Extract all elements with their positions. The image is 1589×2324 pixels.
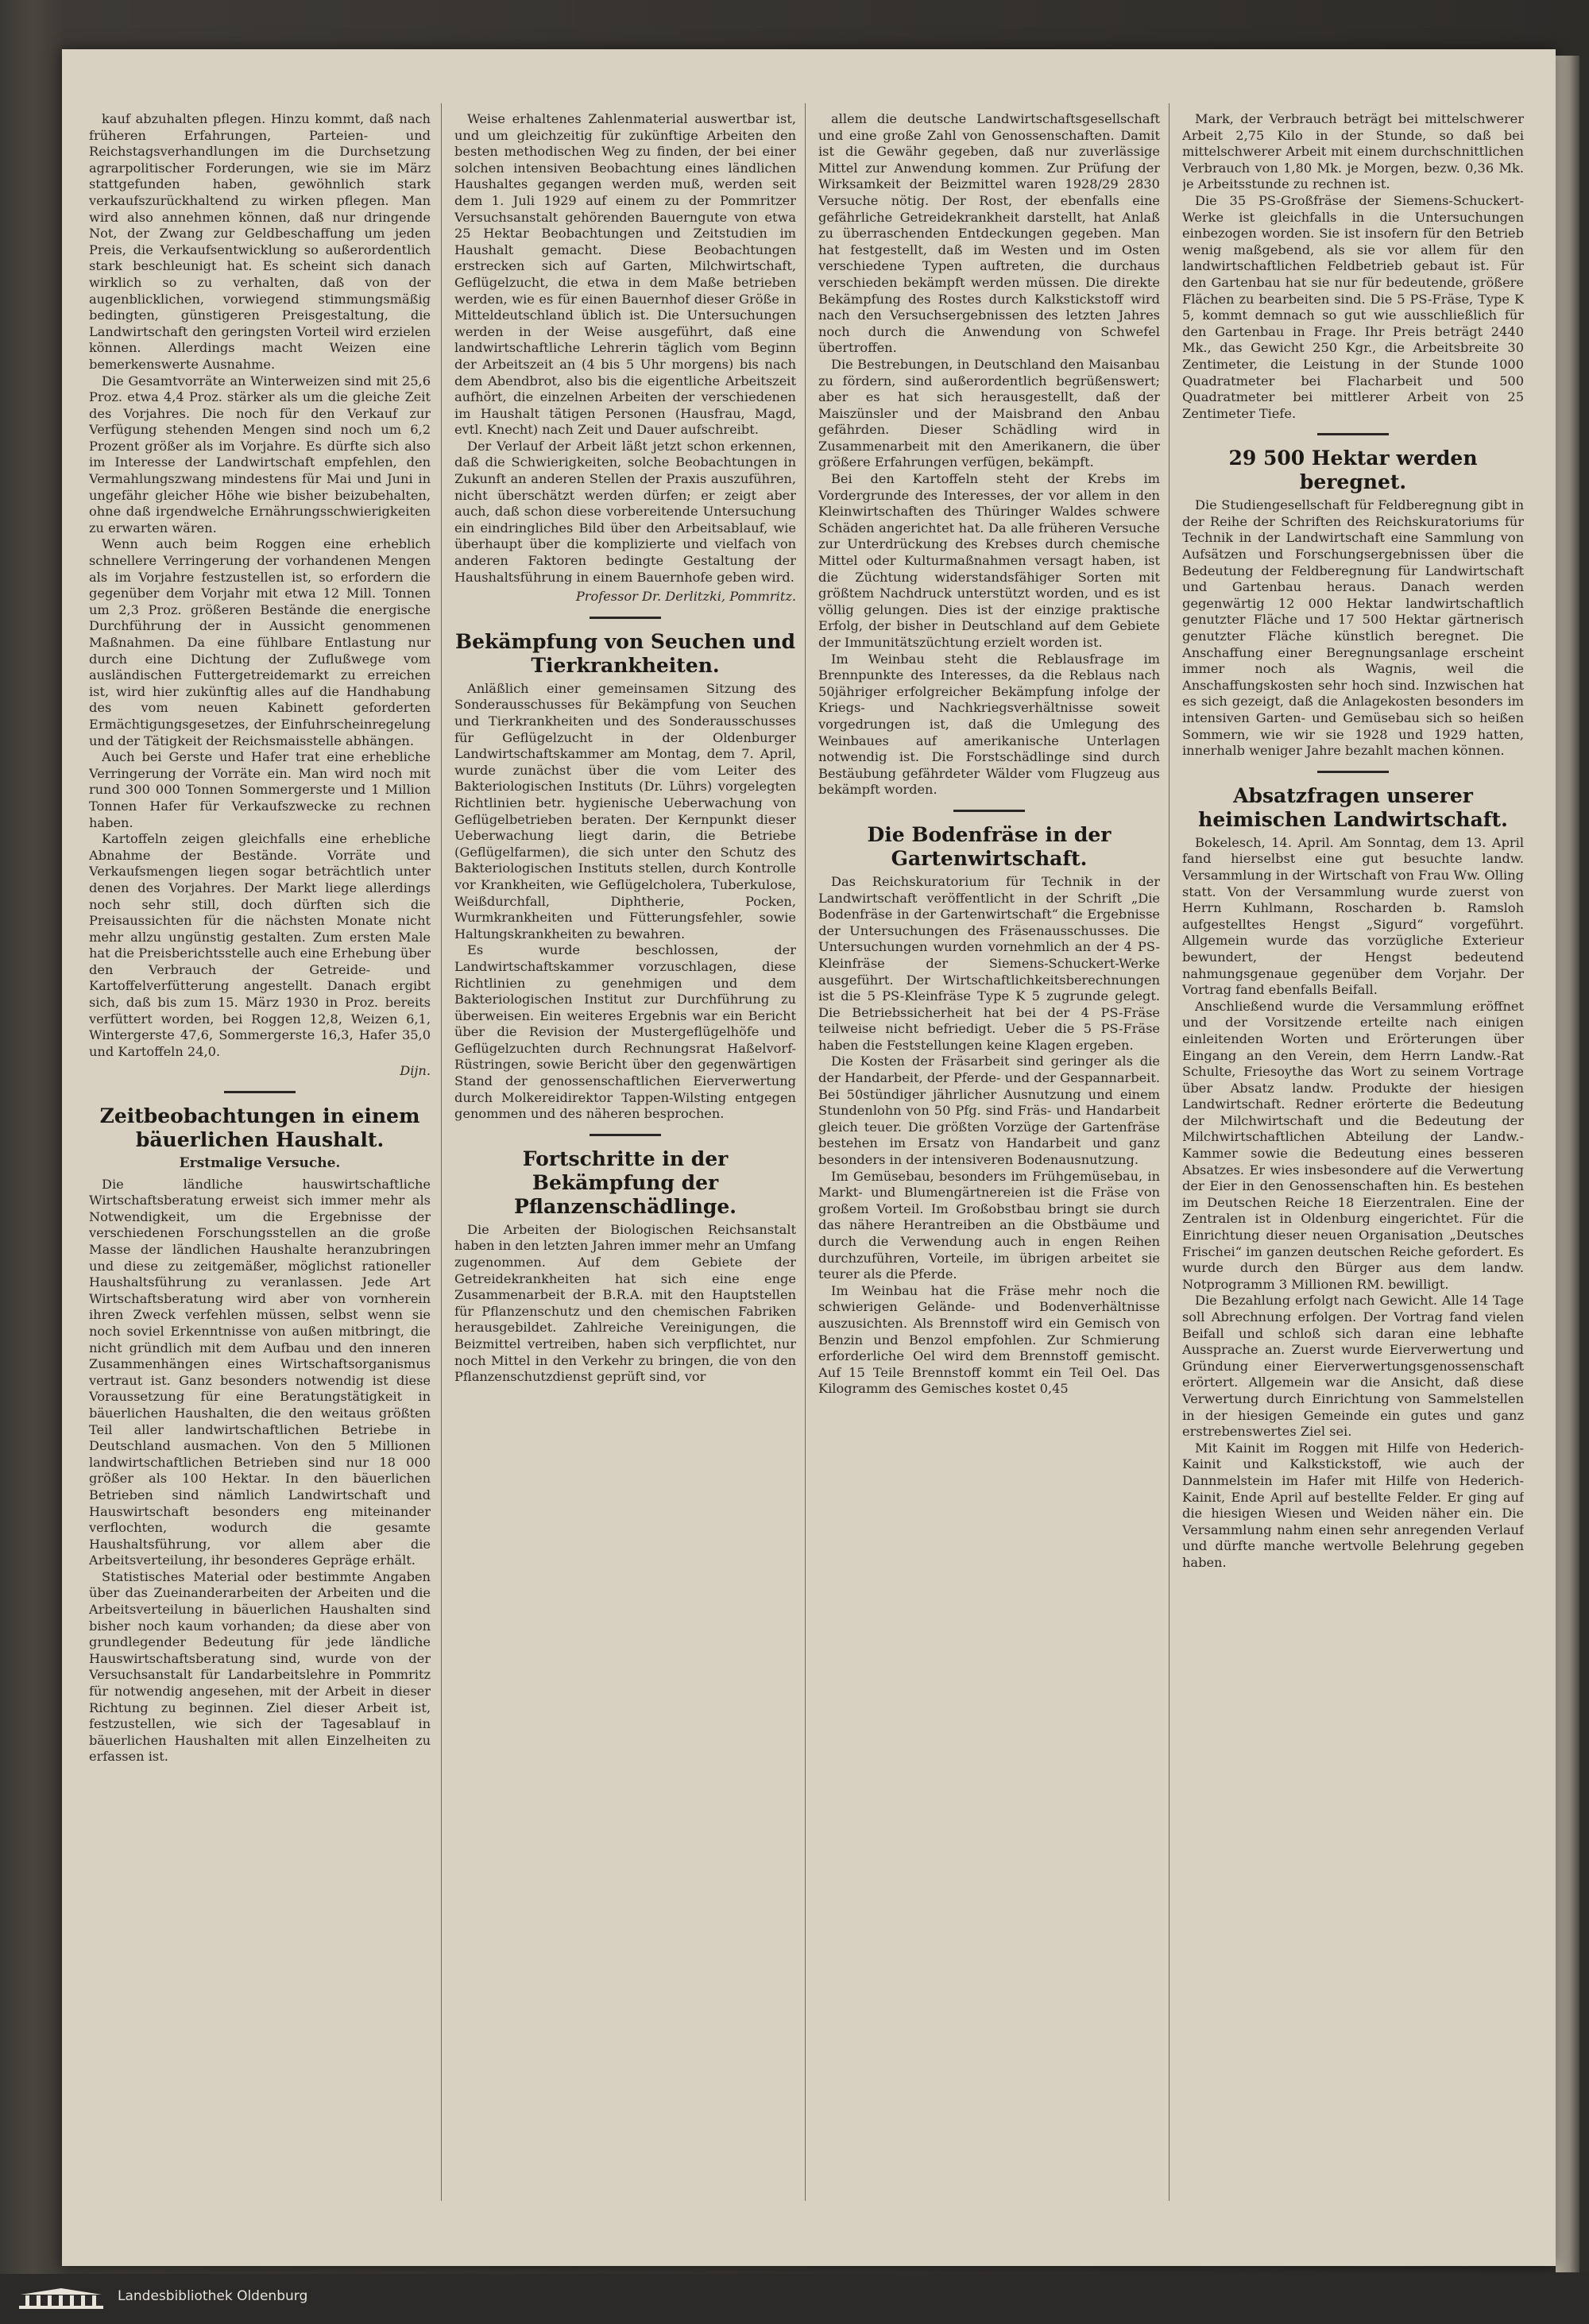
paragraph: Die 35 PS-Großfräse der Siemens-Schuckert-Werke ist gleichfalls in die Untersuchungen einbezogen worden. Sie ist insofern für den Betrieb wenig maßgebend, als sie vor allem für den landwirtschaftlichen Feldbetrieb gebaut ist. Für den Gartenbau hat sie nur für bedeutende, größere Flächen zu bearbeiten sind. Die 5 PS-Fräse, Type K 5, kommt demnach so gut wie ausschließlich für den Gartenbau in Frage. Ihr Preis beträgt 2440 Mk., das Gewicht 250 Kgr., die Arbeitsbreite 30 Zentimeter, die Leistung in der Stunde 1000 Quadratmeter bei Flacharbeit und 500 Quadratmeter bei mittlerer Arbeit von 25 Zentimeter Tiefe. <box>1182 192 1524 421</box>
paragraph: Der Verlauf der Arbeit läßt jetzt schon erkennen, daß die Schwierigkeiten, solche Beobachtungen in Zukunft an anderen Stellen der Praxis auszuführen, nicht überschätzt werden dürfen; er zeigt aber auch, daß schon diese vorbereitende Untersuchung ein eindringliches Bild über den Arbeitsablauf, wie überhaupt über die komplizierte und vielfach von anderen Faktoren bedingte Gestaltung der Haushaltsführung in einem Bauernhofe geben wird. <box>454 438 796 585</box>
article-headline: Bekämpfung von Seuchen und Tierkrankheiten. <box>454 629 795 677</box>
article-headline: Fortschritte in der Bekämpfung der Pflanzenschädlinge. <box>513 1147 737 1218</box>
paragraph: Wenn auch beim Roggen eine erheblich schnellere Verringerung der vorhandenen Mengen als im Vorjahre festzustellen ist, so erfordern die gegenüber dem Vorjahr mit etwa 12 Mill. Tonnen um 2,3 Proz. größeren Bestände die energische Durchführung der in Aussicht genommenen Maßnahmen. Da eine fühlbare Entlastung nur durch eine Dichtung der Zuflußwege vom ausländischen Futtergetreidemarkt zu erreichen ist, wird hier zukünftig alles auf die Handhabung des vom neuen Kabinett geforderten Ermächtigungsgesetzes, der Einfuhrscheinregelung und der Tätigkeit der Reichsmaisstelle abhängen. <box>89 536 431 748</box>
paragraph: Es wurde beschlossen, der Landwirtschaftskammer vorzuschlagen, diese Richtlinien zu genehmigen und dem Bakteriologischen Institut zur Durchführung zu überweisen. Ein weiteres Ergebnis war ein Bericht über die Revision der Mustergeflügelhöfe und Geflügelzuchten durch Rechnungsrat Haßelvorf-Rüstringen, sowie Bericht über den gegenwärtigen Stand der genossenschaftlichen Eierverwertung durch Molkereidirektor Tappen-Wilsting entgegen genommen und des näheren besprochen. <box>454 942 796 1122</box>
paragraph: Mark, der Verbrauch beträgt bei mittelschwerer Arbeit 2,75 Kilo in der Stunde, so daß bei mittelschwerer Arbeit mit einem durchschnittlichen Verbrauch von 1,80 Mk. je Morgen, bezw. 0,36 Mk. je Arbeitsstunde zu rechnen ist. <box>1182 111 1524 192</box>
separator <box>1317 433 1389 435</box>
paragraph: Die Bestrebungen, in Deutschland den Maisanbau zu fördern, sind außerordentlich begrüßenswert; aber es hat sich herausgestellt, daß der Maiszünsler und der Maisbrand den Anbau gefährden. Dieser Schädling wird in Zusammenarbeit mit den Amerikanern, die über größere Erfahrungen verfügen, bekämpft. <box>818 356 1160 470</box>
paragraph: allem die deutsche Landwirtschaftsgesellschaft und eine große Zahl von Genossenschaften. Damit ist die Gewähr gegeben, daß nur zuverlässige Mittel zur Anwendung kommen. Zur Prüfung der Wirksamkeit der Beizmittel waren 1928/29 2830 Versuche nötig. Der Rost, der ebenfalls eine gefährliche Getreidekrankheit darstellt, hat Anlaß zu überraschenden Entdeckungen gegeben. Man hat festgestellt, daß im Westen und im Osten verschiedene Typen auftreten, die durchaus verschieden bekämpft werden müssen. Die direkte Bekämpfung des Rostes durch Kalkstickstoff wird nach den Versuchsergebnissen des letzten Jahres noch durch die Anwendung von Schwefel übertroffen. <box>818 111 1160 356</box>
column-2 <box>454 111 796 2201</box>
paragraph: Anschließend wurde die Versammlung eröffnet und der Vorsitzende erteilte nach einigen einleitenden Worten und Erörterungen über Eingang an den Verein, dem Herrn Landw.-Rat Schulte, Friesoythe das Wort zu seinem Vortrage über Absatz landw. Produkte der hiesigen Landwirtschaft. Redner erörterte die Bedeutung der Milchwirtschaft und die Bedeutung der Milchwirtschaftlichen Abteilung der Landw.-Kammer sowie die Bedeutung eines besseren Absatzes. Er wies insbesondere auf die Verwertung der Eier in den Genossenschaften hin. Es bestehen im Deutschen Reiche 18 Eierzentralen. Eine der Zentralen ist in Oldenburg eingerichtet. Für die Einrichtung dieser neuen Organisation „Deutsches Frischei“ im ganzen deutschen Reiche gefordert. Es wurde durch den Bürger aus dem landw. Notprogramm 3 Millionen RM. bewilligt. <box>1182 998 1524 1292</box>
article-headline: 29 500 Hektar werden beregnet. <box>1228 447 1478 494</box>
column-4 <box>1182 111 1524 2201</box>
paragraph: Im Gemüsebau, besonders im Frühgemüsebau, in Markt- und Blumengärtnereien ist die Fräse von großem Vorteil. Im Großobstbau bringt sie durch das nähere Herantreiben an die Obstbäume und durch die Verwendung auch in engen Reihen durchzuführen, Vorteile, im übrigen arbeitet sie teurer als die Pferde. <box>818 1168 1160 1282</box>
paragraph: Weise erhaltenes Zahlenmaterial auswertbar ist, und um gleichzeitig für zukünftige Arbeiten den besten methodischen Weg zu finden, der bei einer solchen intensiven Beobachtung eines ländlichen Haushaltes gegangen werden muß, werden seit dem 1. Juli 1929 auf einem zu der Pommritzer Versuchsanstalt gehörenden Bauerngute von etwa 25 Hektar Beobachtungen und Zeitstudien im Haushalt gemacht. Diese Beobachtungen erstrecken sich auf Garten, Milchwirtschaft, Geflügelzucht, die etwa in dem Maße betrieben werden, wie es für einen Bauernhof dieser Größe in Mitteldeutschland üblich ist. Die Untersuchungen werden in der Weise ausgeführt, daß eine landwirtschaftliche Lehrerin täglich vom Beginn der Arbeitszeit an (4 bis 5 Uhr morgens) bis nach dem Abendbrot, also bis die eigentliche Arbeitszeit aufhört, die einzelnen Arbeiten der verschiedenen im Haushalt tätigen Personen (Hausfrau, Magd, evtl. Knecht) nach Zeit und Dauer aufschreibt. <box>454 111 796 438</box>
paragraph: Bei den Kartoffeln steht der Krebs im Vordergrunde des Interesses, der vor allem in den Kleinwirtschaften des Thüringer Waldes schwere Schäden angerichtet hat. Da alle früheren Versuche zur Unterdrückung des Krebses durch chemische Mittel oder Kulturmaßnahmen versagt haben, ist die Züchtung widerstandsfähiger Sorten mit größtem Nachdruck unterstützt worden, und es ist völlig gelungen. Dies ist der einzige praktische Erfolg, der bisher in Deutschland auf dem Gebiete der Immunitätszüchtung erzielt worden ist. <box>818 471 1160 650</box>
separator <box>590 1134 661 1136</box>
paragraph: Die Gesamtvorräte an Winterweizen sind mit 25,6 Proz. etwa 4,4 Proz. stärker als um die gleiche Zeit des Vorjahres. Die noch für den Verkauf zur Verfügung stehenden Mengen sind noch um 6,2 Prozent größer als im Vorjahre. Es dürfte sich also im Interesse der Landwirtschaft empfehlen, den Vermahlungszwang mindestens für Mai und Juni in ungefähr gleicher Höhe wie bisher beizubehalten, ohne daß irgendwelche Ernährungsschwierigkeiten zu erwarten wären. <box>89 373 431 536</box>
column-1 <box>89 111 431 2201</box>
paragraph: Im Weinbau hat die Fräse mehr noch die schwierigen Gelände- und Bodenverhältnisse auszusichten. Als Brennstoff wird ein Gemisch von Benzin und Benzol empfohlen. Zur Schmierung erforderliche Oel wird dem Brennstoff gemischt. Auf 15 Teile Brennstoff kommt ein Teil Oel. Das Kilogramm des Gemisches kostet 0,45 <box>818 1282 1160 1397</box>
separator <box>224 1091 296 1093</box>
paragraph: Die Studiengesellschaft für Feldberegnung gibt in der Reihe der Schriften des Reichskuratoriums für Technik in der Landwirtschaft eine Sammlung von Aufsätzen und Forschungsergebnissen über die Bedeutung der Feldberegnung für Landwirtschaft und Gartenbau heraus. Danach werden gegenwärtig 12 000 Hektar landwirtschaftlich genutzter Fläche und 17 500 Hektar gärtnerisch genutzter Fläche künstlich beregnet. Die Anschaffung einer Beregnungsanlage erscheint immer noch als Wagnis, weil die Anschaffungskosten sehr hoch sind. Inzwischen hat es sich gezeigt, daß die Anlagekosten besonders im intensiven Garten- und Gemüsebau sich so heißen Sommern, wie wir sie 1928 und 1929 hatten, innerhalb weniger Jahre bezahlt machen können. <box>1182 497 1524 759</box>
column-rule <box>441 103 442 2201</box>
separator <box>1317 771 1389 773</box>
column-rule <box>805 103 806 2201</box>
signature: Professor Dr. Derlitzki, Pommritz. <box>575 589 796 605</box>
paragraph: Die ländliche hauswirtschaftliche Wirtschaftsberatung erweist sich immer mehr als Notwendigkeit, um die Ergebnisse der verschiedenen Forschungsstellen an die große Masse der ländlichen Haushalte heranzubringen und diese zu zeitgemäßer, möglichst rationeller Haushaltsführung zu veranlassen. Jede Art Wirtschaftsberatung wird aber von vornherein ihren Zweck verfehlen müssen, selbst wenn sie noch soviel Erkenntnisse von außen mitbringt, die nicht gründlich mit dem Aufbau und den inneren Zusammenhängen eines Wirtschaftsorganismus vertraut ist. Ganz besonders notwendig ist diese Voraussetzung für eine Beratungstätigkeit in bäuerlichen Haushalten, die den weitaus größten Teil aller landwirtschaftlichen Betriebe in Deutschland ausmachen. Von den 5 Millionen landwirtschaftlichen Betrieben sind nur 18 000 größer als 100 Hektar. In den bäuerlichen Betrieben sind nämlich Landwirtschaft und Hauswirtschaft besonders eng miteinander verflochten, wodurch die gesamte Haushaltsführung, vor allem aber die Arbeitsverteilung, ihr besonderes Gepräge erhält. <box>89 1176 431 1568</box>
paragraph: Die Arbeiten der Biologischen Reichsanstalt haben in den letzten Jahren immer mehr an Umfang zugenommen. Auf dem Gebiete der Getreidekrankheiten hat sich eine enge Zusammenarbeit der B.R.A. mit den Hauptstellen für Pflanzenschutz und den chemischen Fabriken herausgebildet. Zahlreiche Vereinigungen, die Beizmittel vertreiben, haben sich verpflichtet, nur noch Mittel in den Verkehr zu bringen, die von den Pflanzenschutzdienst geprüft sind, vor <box>454 1221 796 1385</box>
separator <box>590 617 661 619</box>
article-headline: Die Bodenfräse in der Gartenwirtschaft. <box>867 822 1112 870</box>
paragraph: Kartoffeln zeigen gleichfalls eine erhebliche Abnahme der Bestände. Vorräte und Verkaufsmengen liegen sogar beträchtlich unter denen des Vorjahres. Der Markt liege allerdings noch sehr still, doch dürften sich die Preisaussichten für die nächsten Monate nicht mehr allzu ungünstig gestalten. Zum ersten Male hat die Preisberichtsstelle auch eine Erhebung über den Verbrauch der Getreide- und Kartoffelverfütterung angestellt. Danach ergibt sich, daß bis zum 15. März 1930 in Proz. bereits verfüttert worden, bei Roggen 12,8, Weizen 6,1, Wintergerste 47,6, Sommergerste 16,3, Hafer 35,0 und Kartoffeln 24,0. <box>89 831 431 1059</box>
separator <box>953 810 1025 812</box>
paragraph: Im Weinbau steht die Reblausfrage im Brennpunkte des Interesses, da die Reblaus nach 50jähriger erfolgreicher Bekämpfung infolge der Kriegs- und Nachkriegsverhältnisse soweit vorgedrungen ist, daß die Umlegung des Weinbaues auf amerikanische Unterlagen notwendig ist. Die Forstschädlinge sind durch Bestäubung gefährdeter Wälder vom Flugzeug aus bekämpft worden. <box>818 651 1160 798</box>
paragraph: Statistisches Material oder bestimmte Angaben über das Zueinanderarbeiten der Arbeiten und die Arbeitsverteilung in bäuerlichen Haushalten sind bisher noch kaum vorhanden; da diese aber von grundlegender Bedeutung für jede ländliche Hauswirtschaftsberatung sind, wurde von der Versuchsanstalt für Landarbeitslehre in Pommritz für notwendig angesehen, mit der Arbeit in dieser Richtung zu beginnen. Ziel dieser Arbeit ist, festzustellen, wie sich der Tagesablauf in bäuerlichen Haushalten mit allen Einzelheiten zu erfassen ist. <box>89 1568 431 1765</box>
paragraph: Die Kosten der Fräsarbeit sind geringer als die der Handarbeit, der Pferde- und der Gespannarbeit. Bei 50stündiger jährlicher Ausnutzung und einem Stundenlohn von 50 Pfg. sind Fräs- und Handarbeit gleich teuer. Die größten Vorzüge der Gartenfräse bestehen im Ersatz von Handarbeit und ganz besonders in der intensiveren Bodenausnutzung. <box>818 1054 1160 1168</box>
paragraph: Die Bezahlung erfolgt nach Gewicht. Alle 14 Tage soll Abrechnung erfolgen. Der Vortrag fand vielen Beifall und schloß sich daran eine lebhafte Aussprache an. Zuerst wurde Eierverwertung und Gründung einer Eierverwertungsgenossenschaft erörtert. Allgemein war die Ansicht, daß diese Verwertung durch Einrichtung von Sammelstellen in der hiesigen Gemeinde ein gutes und ganz erstrebenswertes Ziel sei. <box>1182 1293 1524 1440</box>
paragraph: Anläßlich einer gemeinsamen Sitzung des Sonderausschusses für Bekämpfung von Seuchen und Tierkrankheiten und des Sonderausschusses für Geflügelzucht in der Oldenburger Landwirtschaftskammer am Montag, dem 7. April, wurde zunächst über die vom Leiter des Bakteriologischen Instituts (Dr. Lührs) vorgelegten Richtlinien betr. hygienische Ueberwachung von Geflügelbetrieben beraten. Der Kernpunkt dieser Ueberwachung liegt darin, die Betriebe (Geflügelfarmen), die sich unter den Schutz des Bakteriologischen Instituts stellen, durch Kontrolle vor Krankheiten, wie Geflügelcholera, Tuberkulose, Weißdurchfall, Diphtherie, Pocken, Wurmkrankheiten und Fütterungsfehler, sowie Haltungskrankheiten zu bewahren. <box>454 680 796 942</box>
paragraph: Bokelesch, 14. April. Am Sonntag, dem 13. April fand hierselbst eine gut besuchte landw. Versammlung in der Wirtschaft von Frau Ww. Olling statt. Von der Versammlung wurde zuerst von Herrn Kuhlmann, Roscharden b. Ramsloh aufgestelltes Hengst „Sigurd“ vorgeführt. Allgemein wurde das vorzügliche Exterieur bewundert, der Hengst bedeutend nahmungsgenaue gegenüber dem Vorjahr. Der Vortrag fand ebenfalls Beifall. <box>1182 834 1524 998</box>
signature: Dijn. <box>400 1063 431 1079</box>
article-headline: Absatzfragen unserer heimischen Landwirtschaft. <box>1198 783 1508 831</box>
paragraph: Das Reichskuratorium für Technik in der Landwirtschaft veröffentlicht in der Schrift „Die Bodenfräse in der Gartenwirtschaft“ die Ergebnisse der Untersuchungen des Fräsenausschusses. Die Untersuchungen wurden vornehmlich an der 4 PS-Kleinfräse der Siemens-Schuckert-Werke ausgeführt. Der Wirtschaftlichkeitsberechnungen ist die 5 PS-Kleinfräse Type K 5 zugrunde gelegt. Die Betriebssicherheit hat bei der 4 PS-Fräse teilweise nicht befriedigt. Ueber die 5 PS-Fräse haben die Feststellungen keine Klagen ergeben. <box>818 873 1160 1053</box>
page-edge <box>1556 56 1579 2272</box>
column-3 <box>818 111 1160 2201</box>
paragraph: Auch bei Gerste und Hafer trat eine erhebliche Verringerung der Vorräte ein. Man wird noch mit rund 300 000 Tonnen Sommergerste und 1 Million Tonnen Hafer für Verkaufszwecke zu rechnen haben. <box>89 749 431 830</box>
paragraph: Mit Kainit im Roggen mit Hilfe von Hederich-Kainit und Kalkstickstoff, wie auch der Dannmelstein im Hafer mit Hilfe von Hederich-Kainit, Ende April auf bestellte Felder. Er ging auf die hiesigen Wiesen und Weiden näher ein. Die Versammlung nahm einen sehr anregenden Verlauf und dürfte manche wertvolle Belehrung gegeben haben. <box>1182 1440 1524 1570</box>
library-logo-icon <box>17 2287 105 2310</box>
column-rule <box>1169 103 1170 2201</box>
article-headline: Zeitbeobachtungen in einem bäuerlichen Haushalt. <box>99 1104 420 1152</box>
article-subheadline: Erstmalige Versuche. <box>179 1155 341 1172</box>
library-name: Landesbibliothek Oldenburg <box>118 2288 308 2304</box>
paragraph: kauf abzuhalten pflegen. Hinzu kommt, daß nach früheren Erfahrungen, Parteien- und Reichstagsverhandlungen im die Durchsetzung agrarpolitischer Forderungen, wie sie im März stattgefunden haben, gewöhnlich stark verkaufszurückhaltend zu wirken pflegen. Man wird also annehmen können, daß nur dringende Not, der Zwang zur Geldbeschaffung um jeden Preis, die Verkaufsentwicklung so außerordentlich stark beschleunigt hat. Es scheint sich danach wirklich so zu verhalten, daß von der augenblicklichen, vorwiegend stimmungsmäßig bedingten, günstigeren Preisgestaltung, die Landwirtschaft den geringsten Vorteil wird erzielen können. Allerdings macht Weizen eine bemerkenswerte Ausnahme. <box>89 111 431 372</box>
